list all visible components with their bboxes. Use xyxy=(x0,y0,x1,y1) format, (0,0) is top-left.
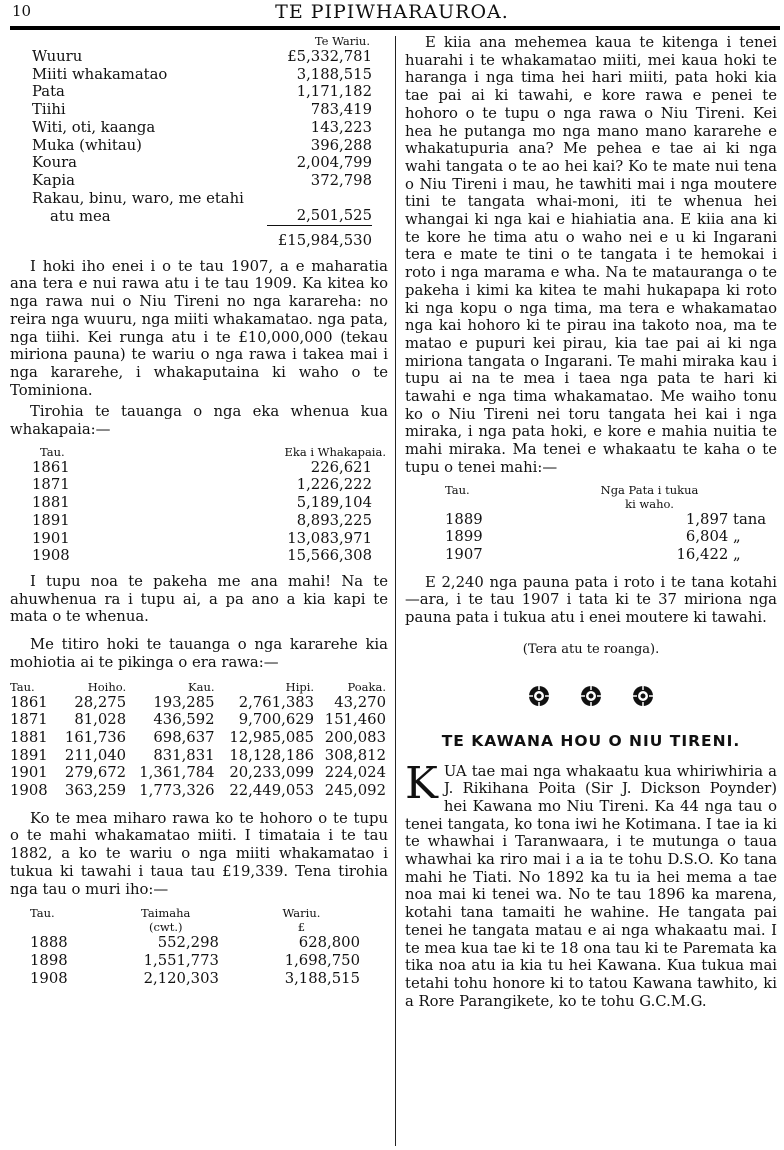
newspaper-title: TE PIPIWHARAUROA. xyxy=(275,1,509,23)
butter-table: Tau. Nga Pata i tukua ki waho. 1889 1,897 tana 1899 6,804 „ 1907 16,422 „ xyxy=(445,482,767,563)
paragraph: E kiia ana mehemea kaua te kitenga i tenei huarahi i te whakamatao miiti, mei kaua hoki te haranga i nga tima hei hari miiti, pata hoki kia tae pai ai ki tawahi, e kore rawa e penei te hohoro o te tupu o nga rawa o Niu Tireni. Kei hea he putanga mo nga mano mano kararehe e whakatupuria ana? Me pehea e tae ai ki nga wahi tangata o te ao hei kai? Ko te mate nui tena o Niu Tireni i mau, he tawhiti mai i nga moutere tini te tangata whai-moni, iti te whenua hei whangai ki nga kai e hiahiatia ana. E kiia ana ki te kore he tima atu o waho nei e u ki Ingarani tera e mate te tini o te tangata i te hemokai i roto i nga marama e wha. Na te matauranga o te pakeha i kimi ka kitea te mahi hukapapa ki roto ki nga kopu o nga tima, ma tera e whakamatao nga kai hohoro ki te pirau ina takoto noa, ma te matao e pupuri kei pirau, kia tae pai ai ki nga miriona tangata o Ingarani. Te mahi miraka kau i tupu ai na te mea i taea nga pata te hari ki tawahi e nga tima whakamatao. Me waiho tonu ko o Niu Tireni nei toru tangata hei kai i nga miraka, i nga pata hoki, e kore e mahia nuitia te mahi miraka. Ma tenei e whakaatu te kaha o te tupu o tenei mahi:— xyxy=(405,34,777,476)
table-row: Miiti whakamatao 3,188,515 xyxy=(32,65,372,83)
table-row: 1889 1,897 tana xyxy=(445,510,767,528)
table-row: 1891 211,040 831,831 18,128,186 308,812 xyxy=(10,746,386,764)
paragraph: I hoki iho enei i o te tau 1907, a e maharatia ana tera e nui rawa atu i te tau 1909. Ka kitea ko nga rawa nui o Niu Tireni no nga karareha: no reira nga wuuru, nga miiti whakamatao. nga pata, nga tiihi. Kei runga atu i te £10,000,000 (tekau miriona pauna) te wariu o nga rawa i takea mai i nga kararehe, i whakaputaina ki waho o te Tominiona. xyxy=(10,257,388,399)
table-row: 1881 161,736 698,637 12,985,085 200,083 xyxy=(10,728,386,746)
table-row: 1901 279,672 1,361,784 20,233,099 224,024 xyxy=(10,764,386,782)
flower-ornament-icon xyxy=(632,685,654,707)
livestock-table: Tau. Hoiho. Kau. Hipi. Poaka. 1861 28,275 193,285 2,761,383 43,270 1871 81,028 436,592 9,700,629 151,460 1881 161,736 698,637 12,985,085 200,083 1891 211,040 831,831 18,128,186 308,812 1901 279,672 1,361,784 20,233,099 224,024 1908 363,259 1,773,326 22,449,053 245,092 xyxy=(10,679,386,800)
section-body: KUA tae mai nga whakaatu kua whiriwhiria a J. Rikihana Poita (Sir J. Dickson Poynder) hei Kawana mo Niu Tireni. Ka 44 nga tau o tenei tangata, ko tona iwi he Kotimana. I tae ia ki te whawhai i Taranwaara, i te mutunga o taua whawhai ka riro mai i a ia te tohu D.S.O. Ko tana mahi he Tiati. No 1892 ka tu ia hei mema a tae noa mai ki tenei wa. No te tau 1896 ka marena, kotahi tana tamaiti he wahine. He tangata pai tenei he tangata matau e ai nga whakaatu mai. I te mea kua tae ki te 18 ona tau ki te Paremata ka tika noa atu ia kia tu hei Kawana. Kua tukua mai tetahi tohu honore ki to tatou Kawana tawhito, ki a Rore Parangikete, ko te tohu G.C.M.G. xyxy=(405,757,777,1010)
page-header xyxy=(0,0,784,34)
table-row: 1881 5,189,104 xyxy=(32,494,372,512)
paragraph: Ko te mea miharo rawa ko te hohoro o te tupu o te mahi whakamatao miiti. I timataia i te tau 1882, a ko te wariu o nga miiti whakamatao i tukua ki tawahi i taua tau £19,339. Tena tirohia nga tau o muri iho:— xyxy=(10,809,388,898)
header-rule xyxy=(10,26,780,30)
acres-table: Tau. Eka i Whakapaia. 1861 226,621 1871 1,226,222 1881 5,189,104 1891 8,893,225 1901 13,083,971 1908 15,566,308 xyxy=(14,445,386,565)
table-row: 1908 2,120,303 3,188,515 xyxy=(30,969,360,987)
table-row: Wuuru £5,332,781 xyxy=(32,48,372,65)
table-row: 1901 13,083,971 xyxy=(32,529,372,547)
table-row: 1871 81,028 436,592 9,700,629 151,460 xyxy=(10,711,386,729)
flower-ornament-icon xyxy=(528,685,550,707)
table-row: Koura 2,004,799 xyxy=(32,154,372,172)
table-row: Tiihi 783,419 xyxy=(32,101,372,119)
table-row: 1908 363,259 1,773,326 22,449,053 245,092 xyxy=(10,782,386,800)
table-row: Rakau, binu, waro, me etahi xyxy=(32,189,244,207)
paragraph: I tupu noa te pakeha me ana mahi! Na te ahuwhenua ra i tupu ai, a pa ano a kia kapi te mata o te whenua. xyxy=(10,572,388,626)
table-row: 1908 15,566,308 xyxy=(32,547,372,565)
exports-table xyxy=(32,34,372,258)
flower-ornament-icon xyxy=(580,685,602,707)
table-row: 1907 16,422 „ xyxy=(445,545,741,563)
ornament-row xyxy=(405,685,777,707)
exports-col-header: Te Wariu. xyxy=(314,34,370,48)
paragraph: Tirohia te tauanga o nga eka whenua kua whakapaia:— xyxy=(10,403,388,439)
left-column xyxy=(10,34,388,987)
section-title: TE KAWANA HOU O NIU TIRENI. xyxy=(441,731,741,750)
table-row: 1888 552,298 628,800 xyxy=(30,934,360,952)
page-number: 10 xyxy=(12,2,32,20)
table-row: 1899 6,804 „ xyxy=(445,528,741,546)
table-row: 1861 28,275 193,285 2,761,383 43,270 xyxy=(10,693,386,711)
table-row: atu mea 2,501,525 xyxy=(50,207,372,225)
table-row: Kapia 372,798 xyxy=(32,171,372,189)
table-row: Pata 1,171,182 xyxy=(32,83,372,101)
continued-note: (Tera atu te roanga). xyxy=(522,641,660,657)
table-row: Witi, oti, kaanga 143,223 xyxy=(32,118,372,136)
right-column xyxy=(405,34,777,1010)
table-row: 1871 1,226,222 xyxy=(32,476,372,494)
table-row: Muka (whitau) 396,288 xyxy=(32,136,372,154)
drop-cap: K xyxy=(405,757,438,809)
paragraph: Me titiro hoki te tauanga o nga kararehe kia mohiotia ai te pikinga o era rawa:— xyxy=(10,636,388,671)
column-divider xyxy=(395,36,396,1146)
table-row: 1861 226,621 xyxy=(32,458,372,476)
meat-table: Tau. Taimaha Wariu. (cwt.) £ 1888 552,298 628,800 1898 1,551,773 1,698,750 1908 2,120,303 3,188,515 xyxy=(30,906,360,987)
exports-total: £15,984,530 xyxy=(267,226,372,258)
paragraph: E 2,240 nga pauna pata i roto i te tana kotahi —ara, i te tau 1907 i tata ki te 37 miriona nga pauna pata i tukua atu i enei moutere ki tawahi. xyxy=(405,573,777,627)
table-row: 1898 1,551,773 1,698,750 xyxy=(30,951,360,969)
table-row: 1891 8,893,225 xyxy=(32,511,372,529)
